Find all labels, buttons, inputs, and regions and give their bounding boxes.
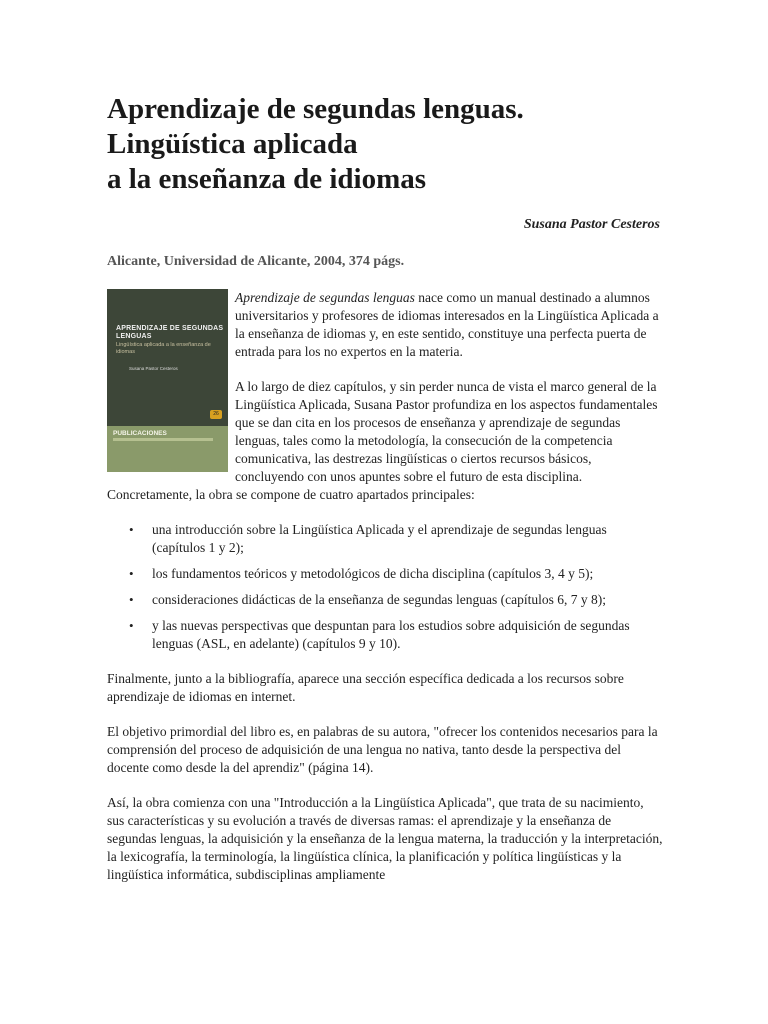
paragraph-3: Finalmente, junto a la bibliografía, aparece una sección específica dedicada a los recursos sobre aprendizaje de idiomas en internet.: [107, 671, 624, 704]
paragraph-2: A lo largo de diez capítulos, y sin perder nunca de vista el marco general de la Lingüística Aplicada, Susana Pastor profundiza en los aspectos fundamentales que se dan cita en los procesos de enseñanza y aprendizaje de segundas lenguas, tales como la metodología, la consecución de la competencia comunicativa, las destrezas lingüísticas o ciertos recursos básicos, concluyendo con unos apuntes sobre el futuro de esta disciplina. Concretamente, la obra se compone de cuatro apartados principales:: [107, 379, 658, 502]
cover-subtitle: Lingüística aplicada a la enseñanza de idiomas: [116, 342, 211, 355]
list-item: • y las nuevas perspectivas que despuntan para los estudios sobre adquisición de segundas lenguas (ASL, en adelante) (capítulos 9 y 10).: [152, 617, 663, 653]
cover-badge: 26: [210, 410, 222, 419]
paragraph-5: Así, la obra comienza con una "Introducción a la Lingüística Aplicada", que trata de su nacimiento, sus características y su evolución a través de diversas ramas: el aprendizaje y la enseñanza de segundas lenguas, la adquisición y la enseñanza de la lengua materna, la traducción y la interpretación, la lexicografía, la terminología, la lingüística clínica, la planificación y política lingüísticas y la lingüística informática, subdisciplinas ampliamente: [107, 795, 663, 882]
paragraph-1-text: nace como un manual destinado a alumnos universitarios y profesores de idiomas interesados en la Lingüística Aplicada a la enseñanza de idiomas y, en este sentido, constituye una perfecta puerta de entrada para los no expertos en la materia.: [235, 290, 659, 359]
page-title: [107, 92, 663, 197]
list-item: • consideraciones didácticas de la enseñanza de segundas lenguas (capítulos 6, 7 y 8);: [152, 591, 663, 609]
contents-list: [107, 521, 663, 653]
title-line-3: a la enseñanza de idiomas: [107, 163, 427, 195]
cover-publisher: PUBLICACIONES: [113, 430, 167, 437]
title-line-2: Lingüística aplicada: [107, 128, 358, 160]
paragraph-4: El objetivo primordial del libro es, en palabras de su autora, "ofrecer los contenidos necesarios para la comprensión del proceso de adquisición de una lengua no nativa, tanto desde la perspectiva del docente como desde la del aprendiz" (página 14).: [107, 724, 658, 775]
list-item: • los fundamentos teóricos y metodológicos de dicha disciplina (capítulos 3, 4 y 5);: [152, 565, 663, 583]
book-title-italic: Aprendizaje de segundas lenguas: [235, 290, 415, 305]
cover-float-space: [107, 289, 228, 472]
cover-author: Susana Pastor Cesteros: [129, 366, 178, 371]
cover-title: APRENDIZAJE DE SEGUNDAS LENGUAS: [116, 325, 224, 340]
title-line-1: Aprendizaje de segundas lenguas.: [107, 93, 524, 125]
list-item: • una introducción sobre la Lingüística Aplicada y el aprendizaje de segundas lenguas (capítulos 1 y 2);: [152, 521, 663, 557]
article-body: [107, 289, 663, 901]
publication-info: Alicante, Universidad de Alicante, 2004, 374 págs.: [107, 254, 405, 269]
author-name: Susana Pastor Cesteros: [523, 217, 660, 232]
